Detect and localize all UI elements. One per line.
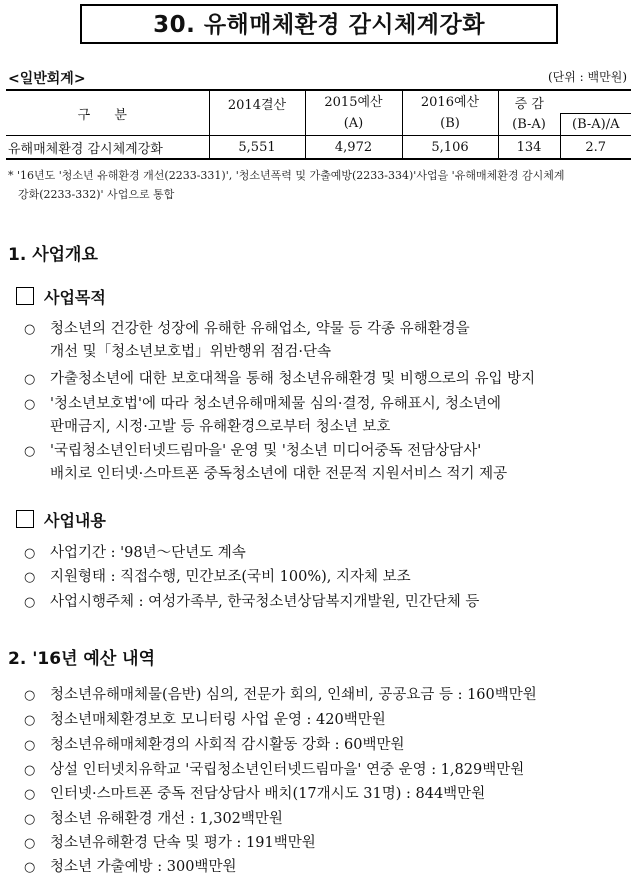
- list-item: ○ 청소년의 건강한 성장에 유해한 유해업소, 약물 등 각종 유해환경을 개선 및「청소년보호법」위반행위 점검·단속: [24, 318, 630, 364]
- circle-bullet-icon: ○: [24, 546, 36, 561]
- circle-bullet-icon: ○: [24, 860, 36, 875]
- circle-bullet-icon: ○: [24, 738, 36, 753]
- circle-bullet-icon: ○: [24, 372, 36, 387]
- row-name: 유해매체환경 감시체계강화: [6, 136, 209, 160]
- circle-bullet-icon: ○: [24, 688, 36, 703]
- section-heading-budget: 2. '16년 예산 내역: [8, 649, 156, 669]
- table-row: [6, 136, 631, 160]
- header-change-sub: (B-A): [498, 113, 560, 136]
- header-2016: 2016예산 (B): [402, 90, 498, 136]
- subsection-content: 사업내용: [16, 508, 106, 531]
- list-item: ○ 사업시행주체 : 여성가족부, 한국청소년상담복지개발원, 민간단체 등: [24, 591, 630, 614]
- budget-table: [6, 89, 631, 160]
- circle-bullet-icon: ○: [24, 570, 36, 585]
- list-item: ○ 청소년 가출예방 : 300백만원: [24, 856, 630, 879]
- header-2015: 2015예산 (A): [305, 90, 402, 136]
- list-item: ○ 청소년매체환경보호 모니터링 사업 운영 : 420백만원: [24, 709, 630, 732]
- value-ratio: 2.7: [560, 136, 631, 160]
- list-item: ○ 청소년유해환경 단속 및 평가 : 191백만원: [24, 832, 630, 855]
- header-2014: 2014결산: [209, 90, 305, 136]
- value-2016: 5,106: [402, 136, 498, 160]
- circle-bullet-icon: ○: [24, 397, 36, 412]
- list-item: ○ 상설 인터넷치유학교 '국립청소년인터넷드림마을' 연중 운영 : 1,829백만원: [24, 759, 630, 782]
- list-item: ○ 지원형태 : 직접수행, 민간보조(국비 100%), 지자체 보조: [24, 566, 630, 589]
- subsection-purpose: 사업목적: [16, 285, 106, 308]
- header-ratio: (B-A)/A: [560, 113, 631, 136]
- section-heading-overview: 1. 사업개요: [8, 245, 98, 265]
- circle-bullet-icon: ○: [24, 763, 36, 778]
- circle-bullet-icon: ○: [24, 595, 36, 610]
- header-change: 증 감: [498, 90, 560, 113]
- account-label: <일반회계>: [8, 71, 86, 87]
- list-item: ○ 청소년유해매체물(음반) 심의, 전문가 회의, 인쇄비, 공공요금 등 : 160백만원: [24, 684, 630, 707]
- circle-bullet-icon: ○: [24, 322, 36, 337]
- circle-bullet-icon: ○: [24, 713, 36, 728]
- square-bullet-icon: [16, 287, 34, 305]
- unit-label: (단위 : 백만원): [548, 70, 627, 84]
- value-change: 134: [498, 136, 560, 160]
- list-item: ○ 청소년 유해환경 개선 : 1,302백만원: [24, 808, 630, 831]
- page-title: 30. 유해매체환경 감시체계강화: [80, 4, 558, 44]
- circle-bullet-icon: ○: [24, 836, 36, 851]
- circle-bullet-icon: ○: [24, 787, 36, 802]
- list-item: ○ '국립청소년인터넷드림마을' 운영 및 '청소년 미디어중독 전담상담사' 배치로 인터넷·스마트폰 중독청소년에 대한 전문적 지원서비스 적기 제공: [24, 440, 630, 486]
- square-bullet-icon: [16, 510, 34, 528]
- list-item: ○ 가출청소년에 대한 보호대책을 통해 청소년유해환경 및 비행으로의 유입 방지: [24, 368, 630, 391]
- list-item: ○ '청소년보호법'에 따라 청소년유해매체물 심의·결정, 유해표시, 청소년에 판매금지, 시정·고발 등 유해환경으로부터 청소년 보호: [24, 393, 630, 439]
- value-2014: 5,551: [209, 136, 305, 160]
- circle-bullet-icon: ○: [24, 444, 36, 459]
- table-note: * '16년도 '청소년 유해환경 개선(2233-331)', '청소년폭력 및 가출예방(2233-334)'사업을 '유해매체환경 감시체계 강화(2233-332)' 사업으로 통합: [8, 169, 565, 201]
- header-category: 구 분: [6, 90, 209, 136]
- list-item: ○ 청소년유해매체환경의 사회적 감시활동 강화 : 60백만원: [24, 734, 630, 757]
- list-item: ○ 인터넷·스마트폰 중독 전담상담사 배치(17개시도 31명) : 844백만원: [24, 783, 630, 806]
- value-2015: 4,972: [305, 136, 402, 160]
- list-item: ○ 사업기간 : '98년～단년도 계속: [24, 542, 630, 565]
- circle-bullet-icon: ○: [24, 812, 36, 827]
